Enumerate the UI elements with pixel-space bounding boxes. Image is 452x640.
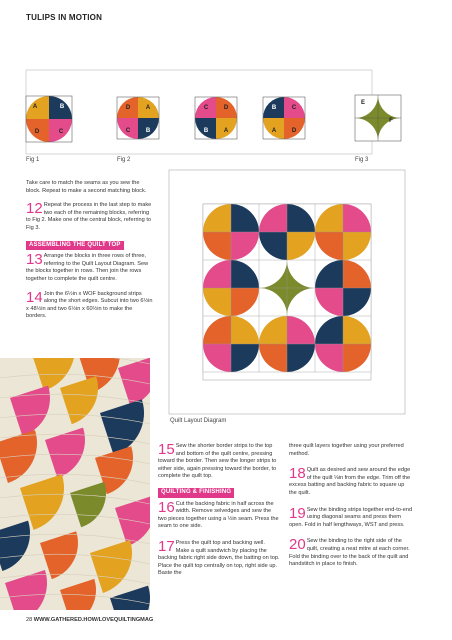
cell-label: C [291,105,297,111]
step-text: Press the quilt top and backing well. Make a quilt sandwich by placing the backing fabric right side down, the batting on top. Place the quilt top centrally on top, right side up. Baste the [158,539,280,577]
cell-label: B [271,105,277,111]
step-16 [158,498,280,531]
step-text: Join the 6½in x WOF background strips along the short edges. Subcut into two 6½in x 48½in and two 6½in x 60½in to make the borders. [26,290,153,320]
cell-label: A [145,105,151,111]
step-number: 16 [158,498,175,516]
cell-label: D [125,105,131,111]
cell-label: C [203,105,209,111]
step-text: Arrange the blocks in three rows of three, referring to the Quilt Layout Diagram. Sew the blocks together in rows. Then join the rows together to complete the quilt centre. [26,253,149,282]
cell-label: A [271,128,277,134]
step-text: Repeat the process in the last step to make two each of the remaining blocks, referring to Fig 2. Make one of the central block, referring to Fig 3. [26,202,152,231]
step-text: Quilt as desired and sew around the edge of the quilt ⅛in from the edge. Trim off the excess batting and backing fabric to square up the quilt. [289,467,411,496]
fig1-label: Fig 1 [26,157,40,163]
step-text: Cut the backing fabric in half across the width. Remove selvedges and sew the two pieces together using a ½in seam. Press the seam to one side. [158,500,279,530]
step-number: 15 [158,441,175,458]
step-14 [26,288,154,321]
step-number: 14 [26,288,43,306]
step-20 [289,538,413,568]
step-text: Sew the binding to the right side of the quilt, creating a neat mitre at each corner. Fold the binding over to the back of the quilt and handstitch in place to finish. [289,538,410,568]
fig3-block [355,95,401,141]
step-19 [289,504,413,530]
cell-label: D [223,105,229,111]
fig2-label: Fig 2 [117,157,131,163]
cell-label: B [145,128,151,134]
fig2-blocks [117,97,305,139]
step-text: Sew the shorter border strips to the top and bottom of the quilt centre, pressing toward the border. Then sew the longer strips to either side, again pressing toward the border, to complete the quilt top. [158,443,277,480]
cell-label: E [360,100,366,106]
step-18 [289,467,413,497]
page-number: 28 [26,617,33,623]
cell-label: B [203,128,209,134]
cell-label: C [58,129,64,135]
cell-label: C [125,128,131,134]
cell-label: F [389,118,393,124]
page-footer [26,617,153,623]
footer-url: WWW.GATHERED.HOW/LOVEQUILTINGMAG [33,617,154,623]
step-13 [26,253,154,283]
fig3-label: Fig 3 [355,157,369,163]
cell-label: D [34,129,40,135]
left-column [26,180,154,321]
section-heading-assembling: ASSEMBLING THE QUILT TOP [26,241,124,251]
intro-text: Take care to match the seams as you sew the block. Repeat to make a second matching block. [26,180,147,194]
running-header: TULIPS IN MOTION [26,13,103,22]
step-number: 13 [26,251,43,269]
step-text: Sew the binding strips together end-to-end using diagonal seams and press them open. Fold in half lengthways, WST and press. [289,506,413,528]
cell-label: B [59,104,65,110]
cell-label: D [291,128,297,134]
middle-column [158,443,280,578]
fig1-block [26,96,72,142]
cell-label: A [223,128,229,134]
step-15 [158,443,280,481]
quilt-photo [0,358,150,610]
step-12 [26,202,154,232]
cell-label: A [32,104,38,110]
right-column [289,443,413,569]
step-number: 12 [26,200,43,218]
step-17 [158,537,280,578]
section-heading-quilting: QUILTING & FINISHING [158,488,234,498]
step-number: 20 [289,536,306,554]
quilt-layout-diagram [167,168,407,430]
step-number: 18 [289,465,306,483]
quilt-layout-caption: Quilt Layout Diagram [170,418,227,424]
step-number: 17 [158,537,175,555]
step-number: 19 [289,504,306,522]
continued-text: three quilt layers together using your preferred method. [289,443,404,457]
figure-area [0,0,452,170]
